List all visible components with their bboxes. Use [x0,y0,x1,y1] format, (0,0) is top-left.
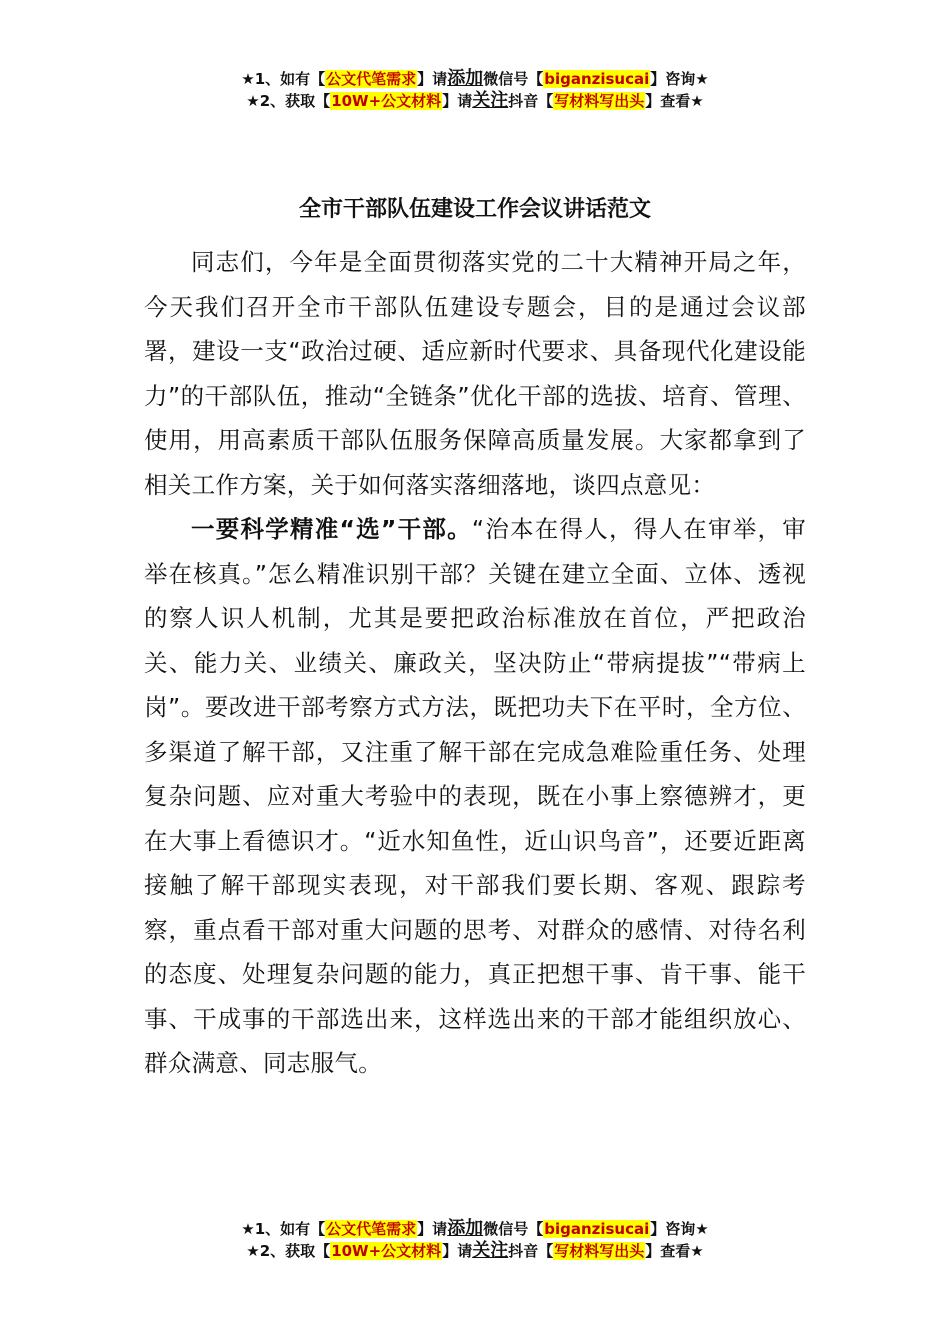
banner-text: ★2、获取【 [246,1242,331,1260]
underlined-word: 添加 [447,68,484,89]
underlined-word: 关注 [472,90,509,111]
banner-text: 微信号【 [483,1220,544,1238]
highlight-service: 公文代笔需求 [326,1220,417,1238]
banner-text: 】咨询★ [650,1220,709,1238]
document-title: 全市干部队伍建设工作会议讲话范文 [298,197,651,222]
underlined-word: 关注 [472,1240,509,1261]
banner-text: 】查看★ [645,1242,704,1260]
banner-text: 】查看★ [645,92,704,110]
banner-text: 】请 [417,70,448,88]
footer-banner [0,1218,950,1262]
paragraph-section-1 [144,507,806,1086]
banner-text: 抖音【 [508,92,554,110]
highlight-wechat-id: biganzisucai [544,1220,650,1238]
banner-text: 】请 [417,1220,448,1238]
underlined-word: 添加 [447,1218,484,1239]
banner-line-2 [0,90,950,112]
banner-text: 】咨询★ [650,70,709,88]
section-body: “治本在得人，得人在审举，审举在核真。”怎么精准识别干部？关键在建立全面、立体、透视的察人识人机制，尤其是要把政治标准放在首位，严把政治关、能力关、业绩关、廉政关，坚决防止“带病提拔”“带病上岗”。要改进干部考察方式方法，既把功夫下在平时，全方位、多渠道了解干部，又注重了解干部在完成急难险重任务、处理复杂问题、应对重大考验中的表现，既在小事上察德辨才，更在大事上看德识才。“近水知鱼性，近山识鸟音”，还要近距离接触了解干部现实表现，对干部我们要长期、客观、跟踪考察，重点看干部对重大问题的思考、对群众的感情、对待名利的态度、处理复杂问题的能力，真正把想干事、肯干事、能干事、干成事的干部选出来，这样选出来的干部才能组织放心、群众满意、同志服气。 [144,515,807,1077]
banner-text: ★2、获取【 [246,92,331,110]
highlight-materials: 10W+公文材料 [331,1242,442,1260]
highlight-service: 公文代笔需求 [326,70,417,88]
highlight-materials: 10W+公文材料 [331,92,442,110]
banner-line-2 [0,1240,950,1262]
banner-text: 抖音【 [508,1242,554,1260]
banner-text: ★1、如有【 [241,70,326,88]
highlight-douyin-id: 写材料写出头 [554,92,645,110]
header-banner [0,68,950,112]
document-body [144,240,806,1086]
banner-text: 】请 [442,92,473,110]
highlight-wechat-id: biganzisucai [544,70,650,88]
paragraph-intro: 同志们，今年是全面贯彻落实党的二十大精神开局之年，今天我们召开全市干部队伍建设专题会，目的是通过会议部署，建设一支“政治过硬、适应新时代要求、具备现代化建设能力”的干部队伍，推动“全链条”优化干部的选拔、培育、管理、使用，用高素质干部队伍服务保障高质量发展。大家都拿到了相关工作方案，关于如何落实落细落地，谈四点意见： [144,248,806,499]
banner-line-1 [0,1218,950,1240]
highlight-douyin-id: 写材料写出头 [554,1242,645,1260]
banner-text: 】请 [442,1242,473,1260]
banner-line-1 [0,68,950,90]
banner-text: ★1、如有【 [241,1220,326,1238]
banner-text: 微信号【 [483,70,544,88]
section-heading: 一要科学精准“选”干部。 [191,515,472,543]
